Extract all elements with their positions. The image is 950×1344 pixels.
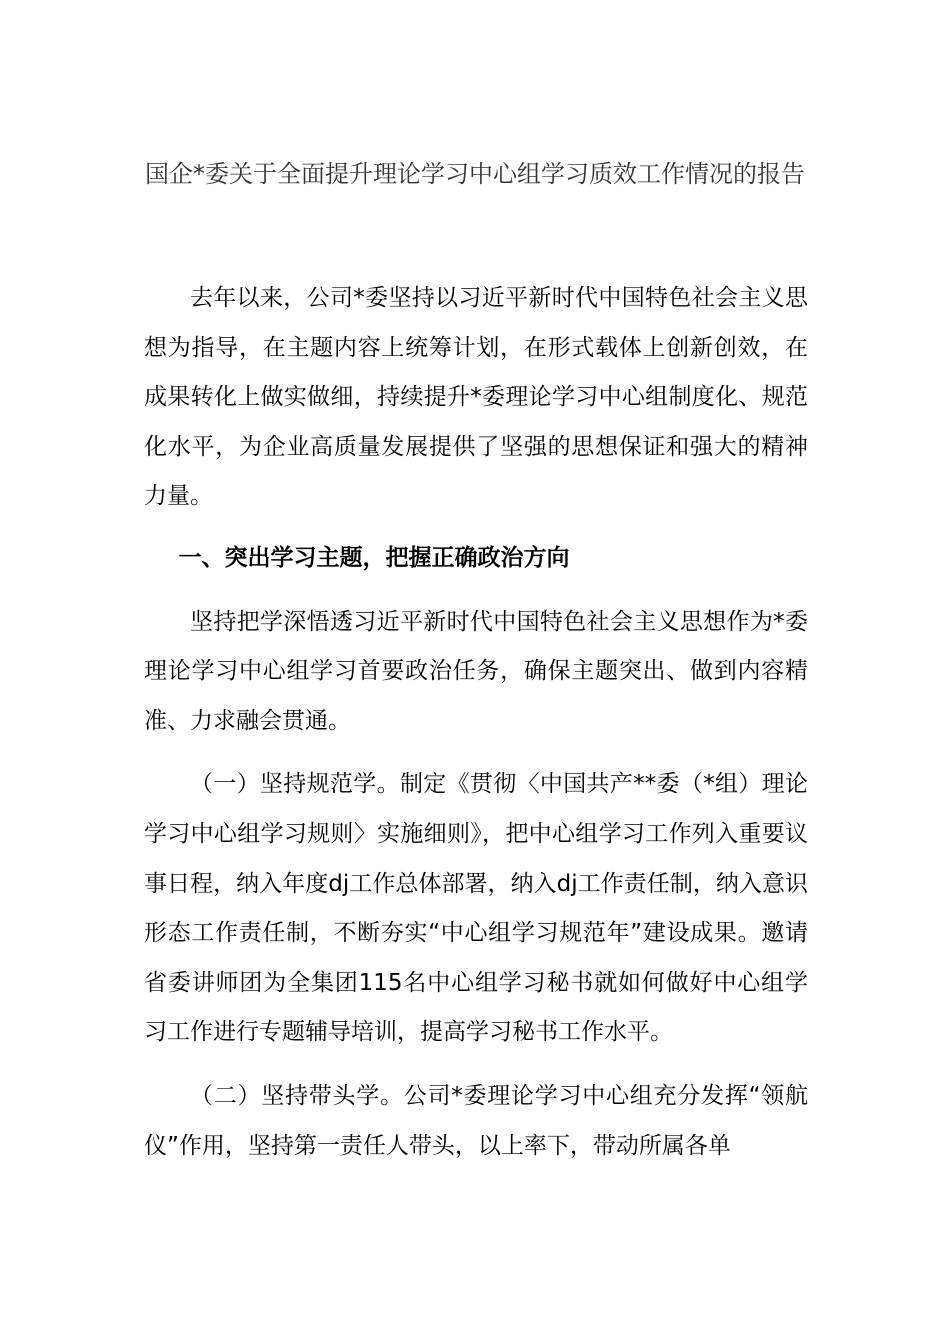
section-heading-1: 一、突出学习主题，把握正确政治方向: [178, 544, 570, 571]
subsection-2-paragraph: （二）坚持带头学。公司*委理论学习中心组充分发挥“领航仪”作用，坚持第一责任人带头，以上率下，带动所属各单: [144, 1082, 808, 1159]
subsection-1-paragraph: （一）坚持规范学。制定《贯彻〈中国共产**委（*组）理论学习中心组学习规则〉实施细则》，把中心组学习工作列入重要议事日程，纳入年度dj工作总体部署，纳入dj工作责任制，纳入意识形态工作责任制，不断夯实“中心组学习规范年”建设成果。邀请省委讲师团为全集团115名中心组学习秘书就如何做好中心组学习工作进行专题辅导培训，提高学习秘书工作水平。: [144, 771, 808, 1046]
document-body: [144, 274, 808, 1171]
document-title: 国企*委关于全面提升理论学习中心组学习质效工作情况的报告: [145, 160, 805, 188]
section-1-paragraph: 坚持把学深悟透习近平新时代中国特色社会主义思想作为*委理论学习中心组学习首要政治任务，确保主题突出、做到内容精准、力求融会贯通。: [144, 608, 808, 734]
intro-paragraph: 去年以来，公司*委坚持以习近平新时代中国特色社会主义思想为指导，在主题内容上统筹计划，在形式载体上创新创效，在成果转化上做实做细，持续提升*委理论学习中心组制度化、规范化水平，为企业高质量发展提供了坚强的思想保证和强大的精神力量。: [144, 285, 808, 510]
